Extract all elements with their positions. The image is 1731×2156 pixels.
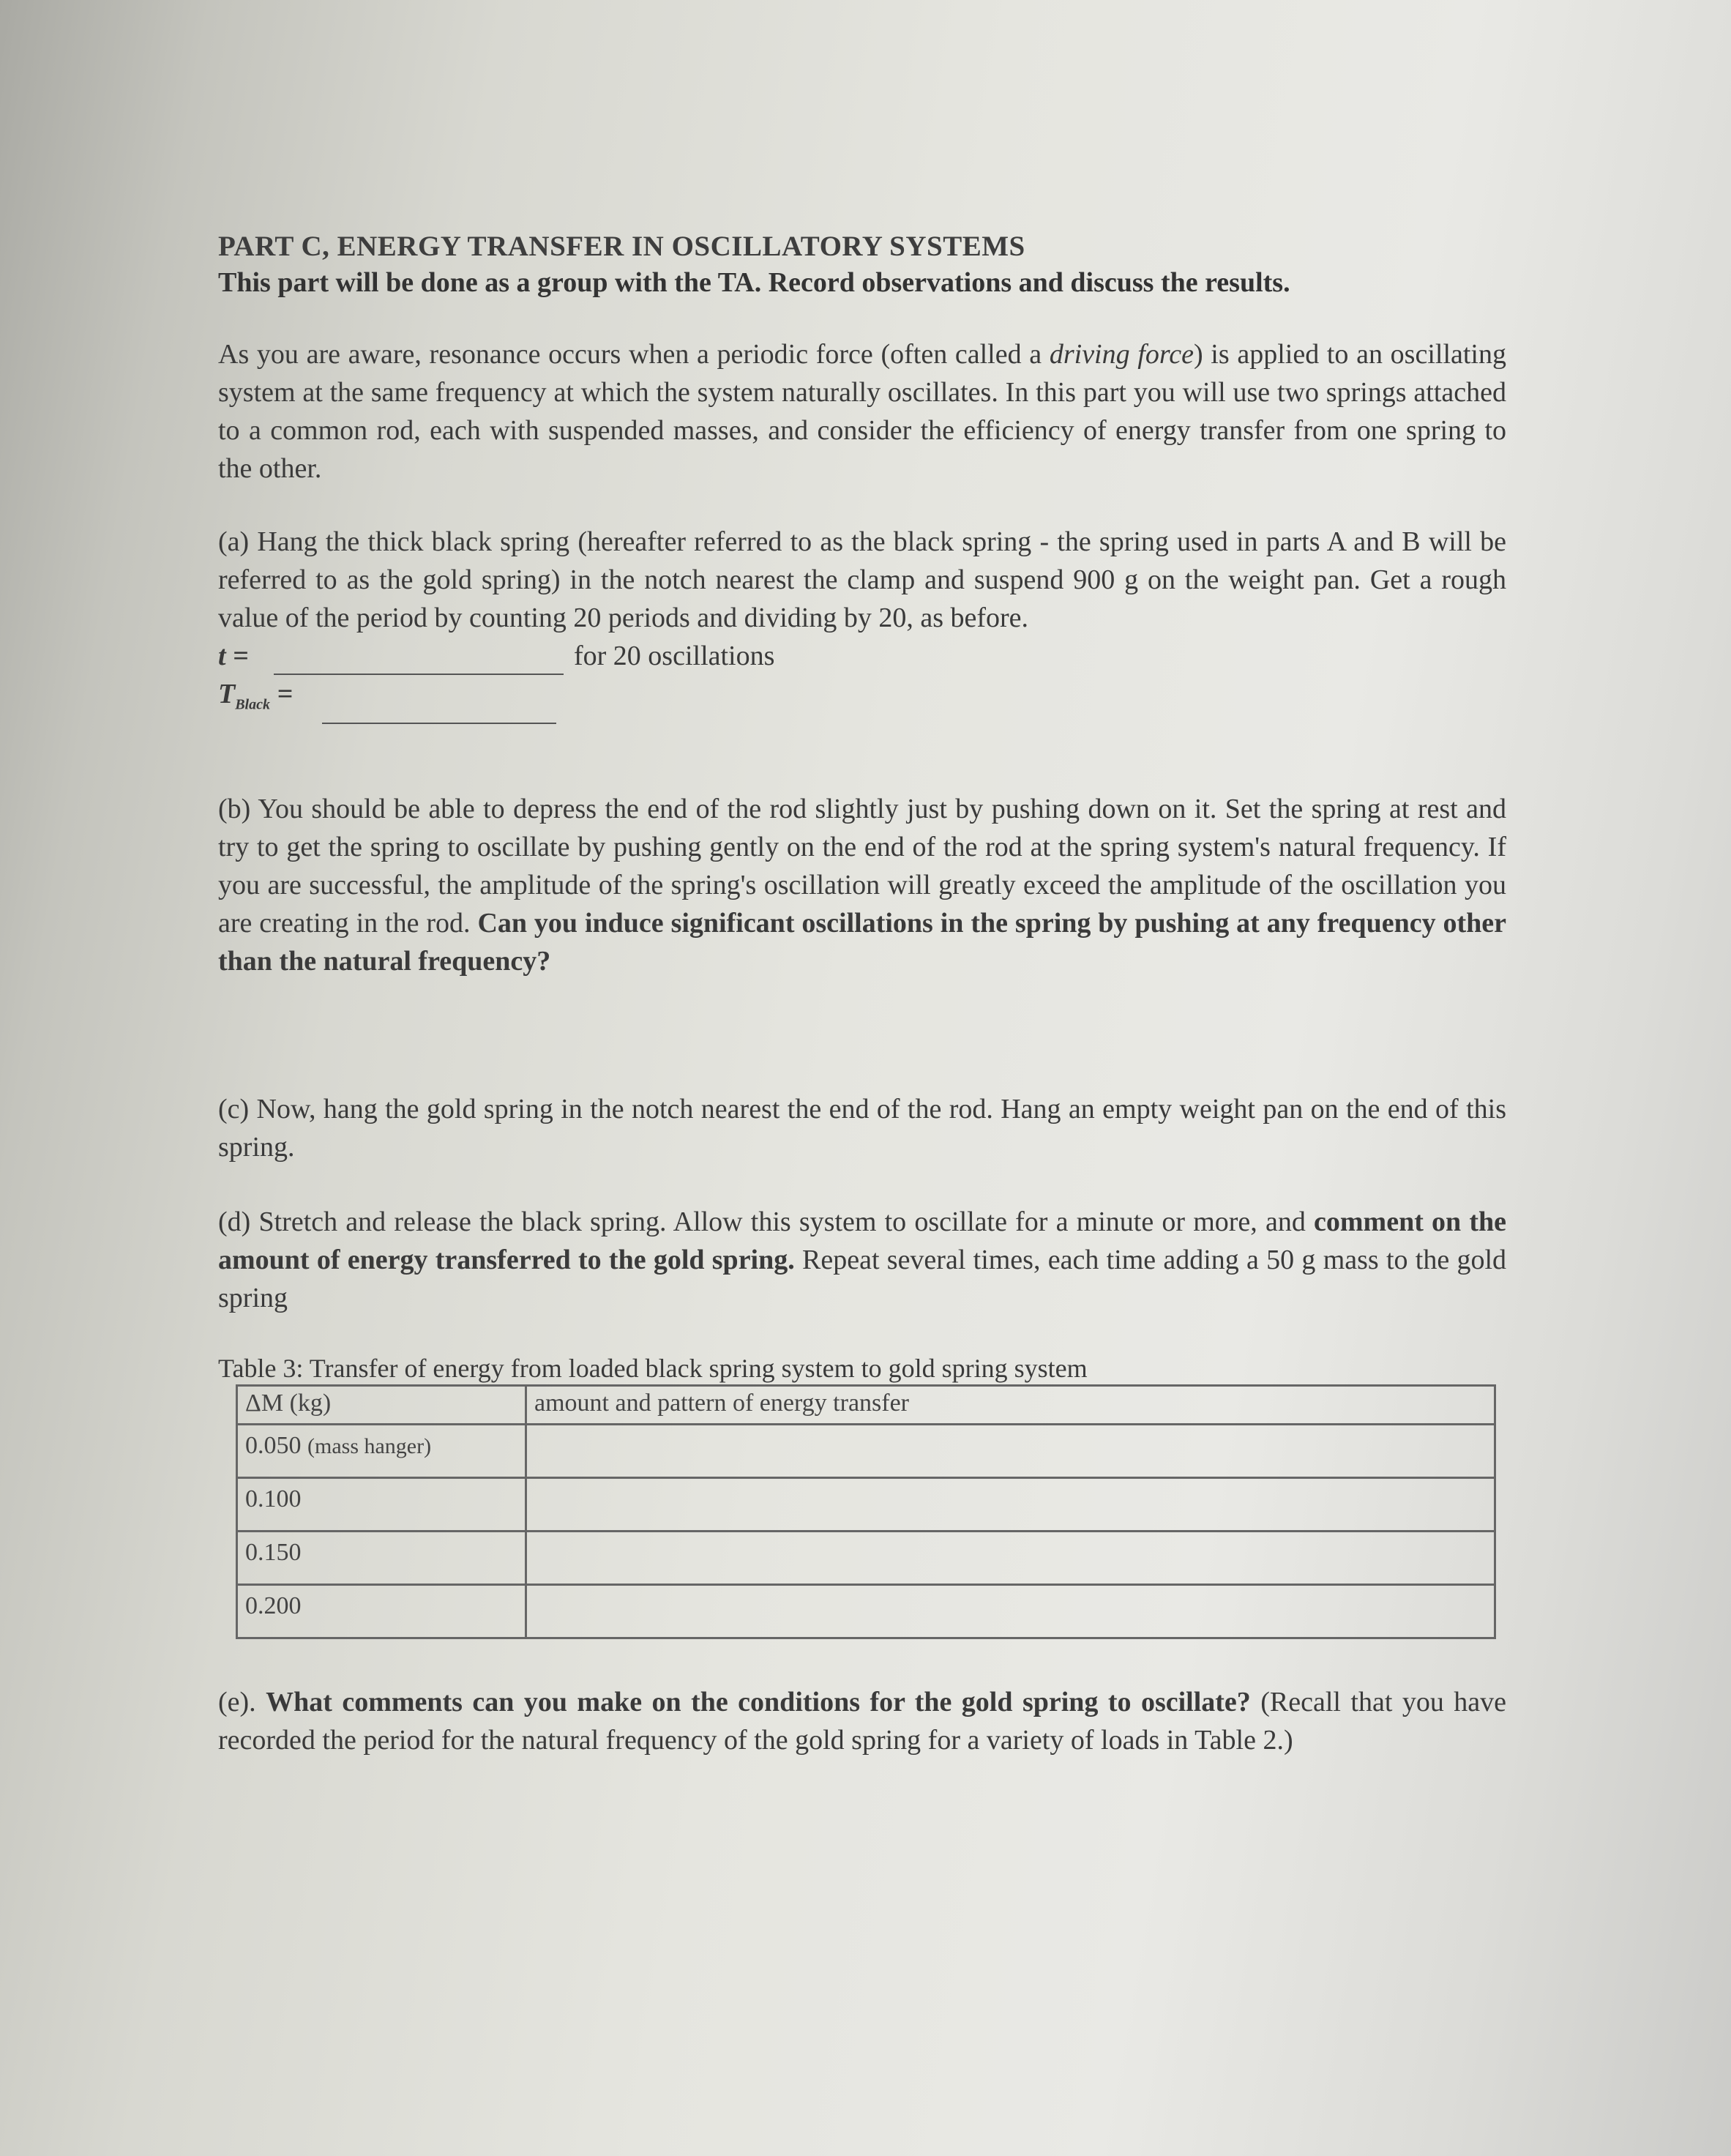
period-label: $T_{Black}$ = — [218, 679, 294, 713]
intro-paragraph — [218, 335, 1506, 488]
part-b-text: (b) You should be able to depress the end of the rod slightly just by pushing down on it. Set the spring at rest and try to get the spring to oscillate by pushing gently on the end of the rod at the spring system's natural frequency. If you are successful, the amplitude of the spring's oscillation will greatly exceed the amplitude of the oscillation you are creating in the rod. — [218, 793, 1506, 939]
time-answer-blank[interactable] — [274, 644, 564, 675]
energy-transfer-table — [236, 1384, 1496, 1639]
driving-force-term: driving force — [1049, 339, 1194, 370]
part-c-heading: PART C, ENERGY TRANSFER IN OSCILLATORY SYSTEMS — [218, 231, 1025, 262]
mass-hanger-note: (mass hanger) — [307, 1433, 432, 1458]
worksheet-page — [218, 228, 1506, 1759]
table-caption: Table 3: Transfer of energy from loaded black spring system to gold spring system — [218, 1353, 1088, 1383]
observation-cell[interactable] — [526, 1424, 1495, 1477]
mass-cell: 0.100 — [237, 1477, 526, 1531]
mass-column-header: ΔM (kg) — [237, 1385, 526, 1424]
part-e-text: (Recall that you have recorded the period for the natural frequency of the gold spring for a variety of loads in Table 2.) — [218, 1686, 1506, 1756]
time-entry-line — [218, 637, 1506, 675]
part-a-instructions: (a) Hang the thick black spring (hereafter referred to as the black spring - the spring used in parts A and B will be referred to as the gold spring) in the notch nearest the clamp and suspend 900 g on the weight pan. Get a rough value of the period by counting 20 periods and dividing by 20, as before. — [218, 526, 1506, 633]
observation-cell[interactable] — [526, 1584, 1495, 1638]
mass-cell: 0.150 — [237, 1531, 526, 1584]
observation-cell[interactable] — [526, 1477, 1495, 1531]
table-row — [237, 1531, 1495, 1584]
mass-cell: 0.200 — [237, 1584, 526, 1638]
period-entry-line — [218, 675, 1506, 724]
part-d-instructions — [218, 1203, 1506, 1317]
observation-column-header: amount and pattern of energy transfer — [526, 1385, 1495, 1424]
part-c-instructions: (c) Now, hang the gold spring in the notch nearest the end of the rod. Hang an empty weight pan on the end of this spring. — [218, 1093, 1506, 1163]
observation-cell[interactable] — [526, 1531, 1495, 1584]
table-row — [237, 1477, 1495, 1531]
part-b-question: Can you induce significant oscillations in the spring by pushing at any frequency other than the natural frequency? — [218, 907, 1507, 977]
part-e-instructions — [218, 1683, 1506, 1759]
intro-text-end: ) is applied to an oscillating system at the same frequency at which the system naturally oscillates. In this part you will use two springs attached to a common rod, each with suspended masses, and consider the efficiency of energy transfer from one spring to the other. — [218, 339, 1506, 484]
part-d-text-start: (d) Stretch and release the black spring. Allow this system to oscillate for a minute or more, and — [218, 1206, 1315, 1237]
table-header-row — [237, 1385, 1495, 1424]
part-d-emphasis: comment on the amount of energy transferred to the gold spring. — [218, 1206, 1507, 1275]
period-answer-blank[interactable] — [322, 693, 556, 724]
part-e-question: What comments can you make on the conditions for the gold spring to oscillate? — [266, 1686, 1251, 1717]
mass-cell: 0.050 (mass hanger) — [237, 1424, 526, 1477]
time-suffix: for 20 oscillations — [574, 641, 775, 671]
intro-text-start: As you are aware, resonance occurs when a periodic force (often called a — [218, 339, 1050, 370]
table-row — [237, 1424, 1495, 1477]
part-d-text-end: Repeat several times, each time adding a 50 g mass to the gold spring — [218, 1244, 1507, 1313]
table-row — [237, 1584, 1495, 1638]
part-e-label: (e). — [218, 1686, 266, 1717]
time-label: t = — [218, 641, 249, 671]
group-instructions: This part will be done as a group with the TA. Record observations and discuss the results. — [218, 267, 1290, 298]
part-b-instructions — [218, 790, 1506, 980]
